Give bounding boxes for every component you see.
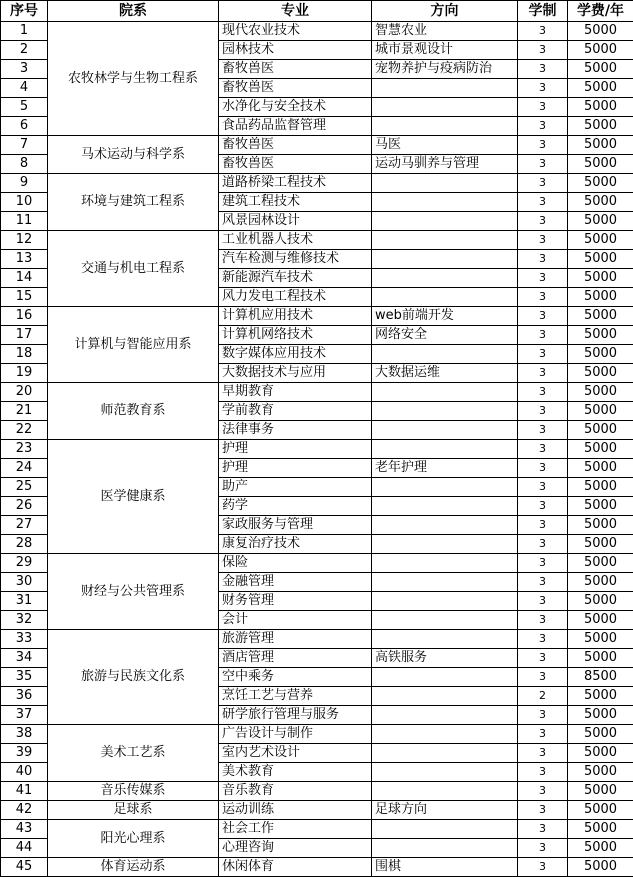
header-seq: 序号	[1, 1, 48, 22]
years-cell: 3	[518, 573, 568, 592]
major-cell: 助产	[219, 478, 372, 497]
fee-cell: 5000	[568, 212, 633, 231]
years-cell: 3	[518, 592, 568, 611]
table-row	[1, 820, 633, 839]
years-cell: 3	[518, 858, 568, 877]
table-row	[1, 554, 633, 573]
years-cell: 3	[518, 459, 568, 478]
years-cell: 3	[518, 41, 568, 60]
years-cell: 3	[518, 421, 568, 440]
direction-cell	[372, 193, 518, 212]
department-cell: 阳光心理系	[48, 820, 219, 858]
fee-cell: 5000	[568, 820, 633, 839]
direction-cell	[372, 497, 518, 516]
years-cell: 3	[518, 440, 568, 459]
row-seq-cell: 36	[1, 687, 48, 706]
header-fee: 学费/年	[568, 1, 633, 22]
table-row	[1, 307, 633, 326]
direction-cell	[372, 706, 518, 725]
fee-cell: 5000	[568, 22, 633, 41]
table-row	[1, 858, 633, 877]
row-seq-cell: 22	[1, 421, 48, 440]
fee-cell: 5000	[568, 573, 633, 592]
direction-cell	[372, 117, 518, 136]
department-cell: 农牧林学与生物工程系	[48, 22, 219, 136]
direction-cell	[372, 250, 518, 269]
direction-cell: 网络安全	[372, 326, 518, 345]
direction-cell: 老年护理	[372, 459, 518, 478]
major-cell: 康复治疗技术	[219, 535, 372, 554]
fee-cell: 8500	[568, 668, 633, 687]
major-cell: 心理咨询	[219, 839, 372, 858]
years-cell: 3	[518, 307, 568, 326]
department-cell: 财经与公共管理系	[48, 554, 219, 630]
years-cell: 3	[518, 79, 568, 98]
direction-cell: 运动马驯养与管理	[372, 155, 518, 174]
table-row	[1, 725, 633, 744]
direction-cell: web前端开发	[372, 307, 518, 326]
fee-cell: 5000	[568, 421, 633, 440]
major-cell: 休闲体育	[219, 858, 372, 877]
major-cell: 早期教育	[219, 383, 372, 402]
row-seq-cell: 43	[1, 820, 48, 839]
row-seq-cell: 29	[1, 554, 48, 573]
row-seq-cell: 8	[1, 155, 48, 174]
header-direction: 方向	[372, 1, 518, 22]
major-cell: 空中乘务	[219, 668, 372, 687]
major-cell: 畜牧兽医	[219, 155, 372, 174]
major-cell: 音乐教育	[219, 782, 372, 801]
major-cell: 工业机器人技术	[219, 231, 372, 250]
fee-cell: 5000	[568, 725, 633, 744]
header-years: 学制	[518, 1, 568, 22]
fee-cell: 5000	[568, 117, 633, 136]
table-row	[1, 440, 633, 459]
table-row	[1, 136, 633, 155]
direction-cell	[372, 630, 518, 649]
major-cell: 美术教育	[219, 763, 372, 782]
table-row	[1, 801, 633, 820]
row-seq-cell: 31	[1, 592, 48, 611]
department-cell: 旅游与民族文化系	[48, 630, 219, 725]
years-cell: 3	[518, 744, 568, 763]
direction-cell	[372, 174, 518, 193]
fee-cell: 5000	[568, 269, 633, 288]
row-seq-cell: 26	[1, 497, 48, 516]
years-cell: 3	[518, 193, 568, 212]
years-cell: 3	[518, 212, 568, 231]
fee-cell: 5000	[568, 136, 633, 155]
table-row	[1, 383, 633, 402]
years-cell: 3	[518, 763, 568, 782]
years-cell: 3	[518, 782, 568, 801]
fee-cell: 5000	[568, 41, 633, 60]
major-cell: 计算机应用技术	[219, 307, 372, 326]
department-cell: 医学健康系	[48, 440, 219, 554]
direction-cell	[372, 231, 518, 250]
direction-cell	[372, 611, 518, 630]
fee-cell: 5000	[568, 193, 633, 212]
years-cell: 3	[518, 402, 568, 421]
row-seq-cell: 35	[1, 668, 48, 687]
direction-cell: 智慧农业	[372, 22, 518, 41]
direction-cell	[372, 668, 518, 687]
direction-cell	[372, 402, 518, 421]
major-cell: 畜牧兽医	[219, 79, 372, 98]
years-cell: 3	[518, 535, 568, 554]
direction-cell	[372, 383, 518, 402]
major-cell: 家政服务与管理	[219, 516, 372, 535]
years-cell: 3	[518, 839, 568, 858]
major-cell: 研学旅行管理与服务	[219, 706, 372, 725]
major-cell: 建筑工程技术	[219, 193, 372, 212]
fee-cell: 5000	[568, 250, 633, 269]
department-cell: 计算机与智能应用系	[48, 307, 219, 383]
years-cell: 3	[518, 250, 568, 269]
department-cell: 体育运动系	[48, 858, 219, 877]
years-cell: 3	[518, 554, 568, 573]
major-cell: 道路桥梁工程技术	[219, 174, 372, 193]
row-seq-cell: 21	[1, 402, 48, 421]
row-seq-cell: 4	[1, 79, 48, 98]
row-seq-cell: 38	[1, 725, 48, 744]
major-cell: 法律事务	[219, 421, 372, 440]
row-seq-cell: 23	[1, 440, 48, 459]
row-seq-cell: 42	[1, 801, 48, 820]
fee-cell: 5000	[568, 782, 633, 801]
years-cell: 3	[518, 801, 568, 820]
fee-cell: 5000	[568, 497, 633, 516]
major-cell: 保险	[219, 554, 372, 573]
fee-cell: 5000	[568, 839, 633, 858]
fee-cell: 5000	[568, 440, 633, 459]
direction-cell: 围棋	[372, 858, 518, 877]
row-seq-cell: 17	[1, 326, 48, 345]
table-row	[1, 22, 633, 41]
major-cell: 旅游管理	[219, 630, 372, 649]
department-cell: 交通与机电工程系	[48, 231, 219, 307]
row-seq-cell: 30	[1, 573, 48, 592]
major-cell: 食品药品监督管理	[219, 117, 372, 136]
years-cell: 3	[518, 117, 568, 136]
major-cell: 药学	[219, 497, 372, 516]
direction-cell	[372, 725, 518, 744]
direction-cell	[372, 98, 518, 117]
years-cell: 3	[518, 288, 568, 307]
row-seq-cell: 6	[1, 117, 48, 136]
row-seq-cell: 9	[1, 174, 48, 193]
fee-cell: 5000	[568, 554, 633, 573]
department-cell: 马术运动与科学系	[48, 136, 219, 174]
fee-cell: 5000	[568, 478, 633, 497]
major-cell: 学前教育	[219, 402, 372, 421]
fee-cell: 5000	[568, 763, 633, 782]
row-seq-cell: 40	[1, 763, 48, 782]
years-cell: 3	[518, 478, 568, 497]
fee-cell: 5000	[568, 60, 633, 79]
direction-cell	[372, 269, 518, 288]
direction-cell	[372, 839, 518, 858]
table-row	[1, 231, 633, 250]
fee-cell: 5000	[568, 402, 633, 421]
table-row	[1, 630, 633, 649]
years-cell: 3	[518, 136, 568, 155]
years-cell: 3	[518, 22, 568, 41]
fee-cell: 5000	[568, 155, 633, 174]
fee-cell: 5000	[568, 649, 633, 668]
row-seq-cell: 7	[1, 136, 48, 155]
direction-cell: 高铁服务	[372, 649, 518, 668]
direction-cell	[372, 516, 518, 535]
row-seq-cell: 33	[1, 630, 48, 649]
direction-cell	[372, 554, 518, 573]
major-cell: 社会工作	[219, 820, 372, 839]
major-cell: 汽车检测与维修技术	[219, 250, 372, 269]
table-row	[1, 782, 633, 801]
years-cell: 3	[518, 649, 568, 668]
row-seq-cell: 14	[1, 269, 48, 288]
years-cell: 2	[518, 687, 568, 706]
years-cell: 3	[518, 269, 568, 288]
direction-cell: 城市景观设计	[372, 41, 518, 60]
direction-cell	[372, 478, 518, 497]
years-cell: 3	[518, 174, 568, 193]
fee-cell: 5000	[568, 535, 633, 554]
direction-cell	[372, 592, 518, 611]
direction-cell: 大数据运维	[372, 364, 518, 383]
major-cell: 数字媒体应用技术	[219, 345, 372, 364]
major-cell: 酒店管理	[219, 649, 372, 668]
row-seq-cell: 16	[1, 307, 48, 326]
fee-cell: 5000	[568, 288, 633, 307]
fee-cell: 5000	[568, 516, 633, 535]
row-seq-cell: 44	[1, 839, 48, 858]
direction-cell	[372, 212, 518, 231]
department-cell: 环境与建筑工程系	[48, 174, 219, 231]
major-cell: 风景园林设计	[219, 212, 372, 231]
direction-cell	[372, 687, 518, 706]
fee-cell: 5000	[568, 611, 633, 630]
row-seq-cell: 15	[1, 288, 48, 307]
major-cell: 运动训练	[219, 801, 372, 820]
fee-cell: 5000	[568, 630, 633, 649]
row-seq-cell: 45	[1, 858, 48, 877]
years-cell: 3	[518, 706, 568, 725]
years-cell: 3	[518, 516, 568, 535]
major-cell: 风力发电工程技术	[219, 288, 372, 307]
major-cell: 现代农业技术	[219, 22, 372, 41]
direction-cell	[372, 744, 518, 763]
years-cell: 3	[518, 155, 568, 174]
fee-cell: 5000	[568, 307, 633, 326]
major-cell: 烹饪工艺与营养	[219, 687, 372, 706]
row-seq-cell: 34	[1, 649, 48, 668]
major-cell: 护理	[219, 440, 372, 459]
row-seq-cell: 25	[1, 478, 48, 497]
direction-cell	[372, 782, 518, 801]
row-seq-cell: 41	[1, 782, 48, 801]
years-cell: 3	[518, 60, 568, 79]
row-seq-cell: 24	[1, 459, 48, 478]
row-seq-cell: 10	[1, 193, 48, 212]
years-cell: 3	[518, 326, 568, 345]
major-cell: 畜牧兽医	[219, 136, 372, 155]
header-row	[1, 1, 633, 22]
major-cell: 财务管理	[219, 592, 372, 611]
major-cell: 室内艺术设计	[219, 744, 372, 763]
direction-cell	[372, 79, 518, 98]
department-cell: 师范教育系	[48, 383, 219, 440]
fee-cell: 5000	[568, 706, 633, 725]
direction-cell	[372, 345, 518, 364]
fee-cell: 5000	[568, 801, 633, 820]
major-cell: 广告设计与制作	[219, 725, 372, 744]
row-seq-cell: 32	[1, 611, 48, 630]
row-seq-cell: 3	[1, 60, 48, 79]
fee-cell: 5000	[568, 79, 633, 98]
direction-cell	[372, 288, 518, 307]
fee-cell: 5000	[568, 383, 633, 402]
fee-cell: 5000	[568, 326, 633, 345]
fee-cell: 5000	[568, 858, 633, 877]
row-seq-cell: 19	[1, 364, 48, 383]
department-cell: 音乐传媒系	[48, 782, 219, 801]
row-seq-cell: 12	[1, 231, 48, 250]
years-cell: 3	[518, 497, 568, 516]
major-cell: 畜牧兽医	[219, 60, 372, 79]
row-seq-cell: 27	[1, 516, 48, 535]
direction-cell: 马医	[372, 136, 518, 155]
years-cell: 3	[518, 383, 568, 402]
fee-cell: 5000	[568, 345, 633, 364]
fee-cell: 5000	[568, 174, 633, 193]
row-seq-cell: 1	[1, 22, 48, 41]
row-seq-cell: 39	[1, 744, 48, 763]
department-cell: 美术工艺系	[48, 725, 219, 782]
years-cell: 3	[518, 231, 568, 250]
years-cell: 3	[518, 668, 568, 687]
major-cell: 计算机网络技术	[219, 326, 372, 345]
row-seq-cell: 5	[1, 98, 48, 117]
fee-cell: 5000	[568, 459, 633, 478]
major-cell: 园林技术	[219, 41, 372, 60]
row-seq-cell: 28	[1, 535, 48, 554]
fee-cell: 5000	[568, 364, 633, 383]
direction-cell	[372, 820, 518, 839]
department-cell: 足球系	[48, 801, 219, 820]
header-major: 专业	[219, 1, 372, 22]
years-cell: 3	[518, 611, 568, 630]
row-seq-cell: 18	[1, 345, 48, 364]
direction-cell	[372, 763, 518, 782]
direction-cell: 宠物养护与疫病防治	[372, 60, 518, 79]
major-cell: 大数据技术与应用	[219, 364, 372, 383]
years-cell: 3	[518, 98, 568, 117]
major-cell: 护理	[219, 459, 372, 478]
years-cell: 3	[518, 364, 568, 383]
row-seq-cell: 13	[1, 250, 48, 269]
years-cell: 3	[518, 630, 568, 649]
direction-cell	[372, 573, 518, 592]
major-cell: 新能源汽车技术	[219, 269, 372, 288]
years-cell: 3	[518, 345, 568, 364]
fee-cell: 5000	[568, 744, 633, 763]
direction-cell	[372, 421, 518, 440]
row-seq-cell: 20	[1, 383, 48, 402]
header-dept: 院系	[48, 1, 219, 22]
fee-cell: 5000	[568, 98, 633, 117]
fee-cell: 5000	[568, 231, 633, 250]
fee-cell: 5000	[568, 687, 633, 706]
direction-cell: 足球方向	[372, 801, 518, 820]
direction-cell	[372, 440, 518, 459]
table-body	[1, 22, 633, 877]
row-seq-cell: 37	[1, 706, 48, 725]
row-seq-cell: 2	[1, 41, 48, 60]
major-cell: 会计	[219, 611, 372, 630]
fee-cell: 5000	[568, 592, 633, 611]
row-seq-cell: 11	[1, 212, 48, 231]
years-cell: 3	[518, 725, 568, 744]
major-cell: 金融管理	[219, 573, 372, 592]
direction-cell	[372, 535, 518, 554]
major-cell: 水净化与安全技术	[219, 98, 372, 117]
table-row	[1, 174, 633, 193]
years-cell: 3	[518, 820, 568, 839]
